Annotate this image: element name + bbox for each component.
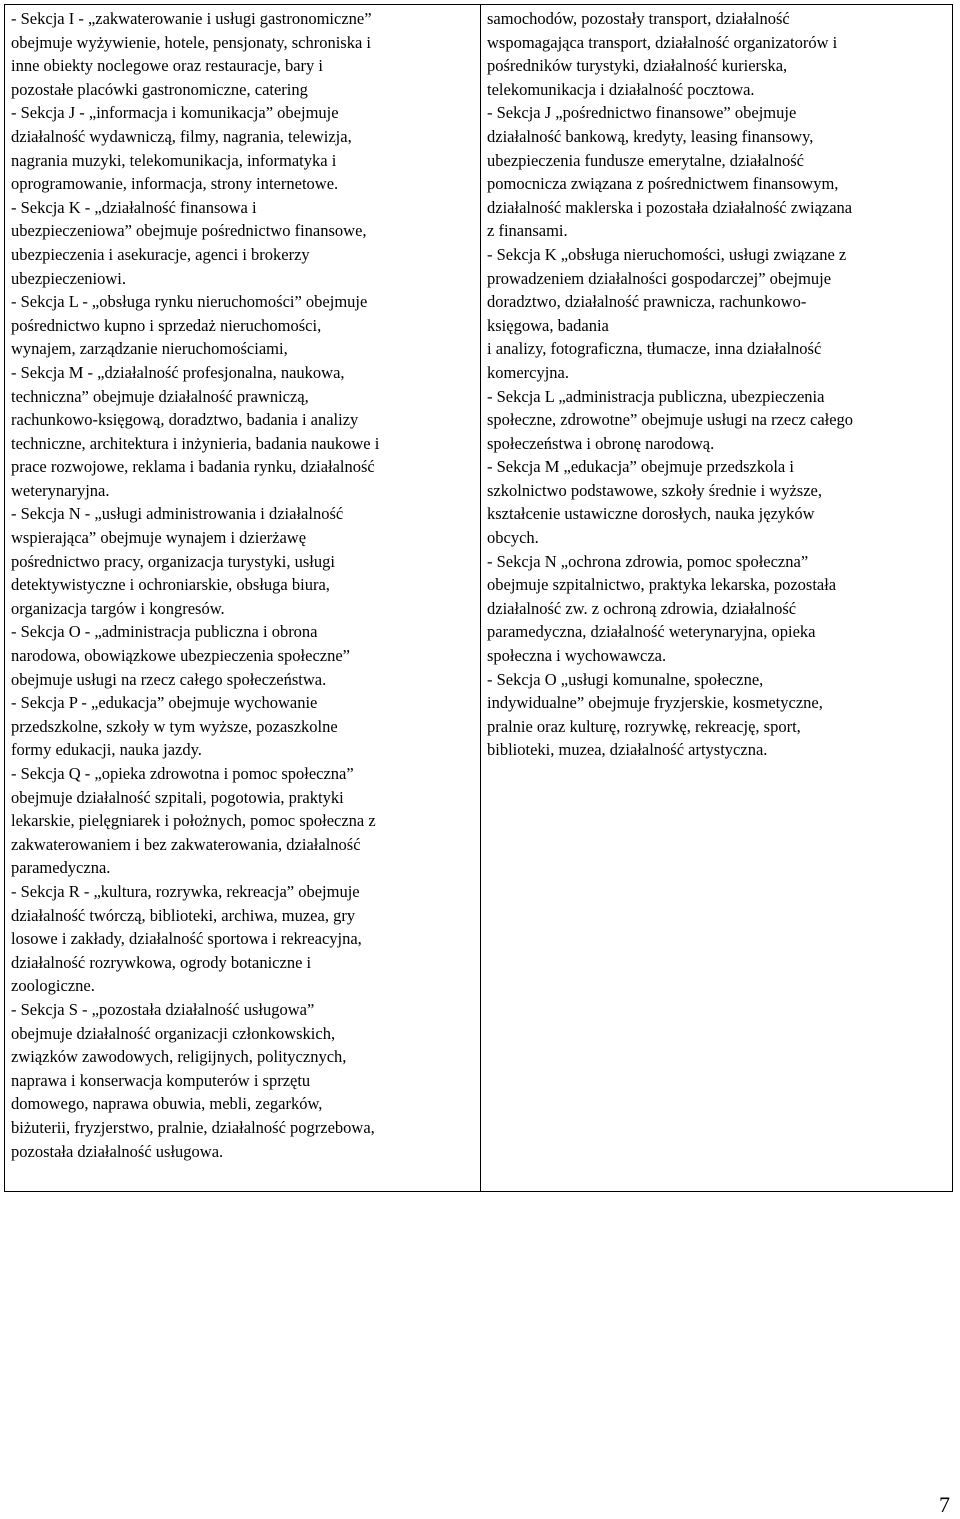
comparison-table — [4, 4, 953, 1192]
left-text-line: naprawa i konserwacja komputerów i sprzętu — [11, 1070, 311, 1090]
right-text-line: - Sekcja J „pośrednictwo finansowe” obejmuje — [487, 103, 797, 123]
left-text-line: - Sekcja Q - „opieka zdrowotna i pomoc społeczna” — [11, 764, 354, 783]
left-text-line: detektywistyczne i ochroniarskie, obsługa biura, — [11, 575, 330, 595]
left-text-line: prace rozwojowe, reklama i badania rynku, działalność — [11, 457, 375, 477]
left-text-line: obejmuje usługi na rzecz całego społeczeństwa. — [11, 669, 327, 689]
left-text-line: - Sekcja N - „usługi administrowania i działalność — [11, 504, 344, 524]
left-text-line: przedszkolne, szkoły w tym wyższe, pozaszkolne — [11, 716, 338, 736]
left-text-line: - Sekcja P - „edukacja” obejmuje wychowanie — [11, 693, 318, 713]
left-text-line: pośrednictwo kupno i sprzedaż nieruchomości, — [11, 315, 322, 335]
left-text-line: formy edukacji, nauka jazdy. — [11, 740, 202, 760]
right-text-line: - Sekcja K „obsługa nieruchomości, usługi związane z — [487, 244, 847, 264]
left-text-line: weterynaryjna. — [11, 480, 110, 500]
left-text-line: techniczne, architektura i inżynieria, badania naukowe i — [11, 433, 380, 453]
left-text-line: - Sekcja O - „administracja publiczna i obrona — [11, 622, 318, 642]
right-text-line: i analizy, fotograficzna, tłumacze, inna działalność — [487, 339, 822, 359]
right-text-line: prowadzeniem działalności gospodarczej” obejmuje — [487, 268, 832, 288]
left-text-line: działalność rozrywkowa, ogrody botaniczne i — [11, 952, 312, 972]
left-text-line: - Sekcja R - „kultura, rozrywka, rekreacja” obejmuje — [11, 881, 360, 901]
left-text-line: domowego, naprawa obuwia, mebli, zegarków, — [11, 1094, 323, 1114]
right-text-line: działalność zw. z ochroną zdrowia, działalność — [487, 598, 797, 618]
right-text-line: doradztwo, działalność prawnicza, rachunkowo- — [487, 292, 807, 312]
right-text-line: obcych. — [487, 528, 539, 548]
left-text-line: - Sekcja J - „informacja i komunikacja” obejmuje — [11, 103, 339, 123]
left-text-line: biżuterii, fryzjerstwo, pralnie, działalność pogrzebowa, — [11, 1117, 375, 1137]
left-text-line: - Sekcja S - „pozostała działalność usługowa” — [11, 999, 315, 1019]
left-text-line: obejmuje działalność organizacji członkowskich, — [11, 1023, 336, 1043]
left-text-line: zoologiczne. — [11, 976, 95, 996]
right-text-line: pralnie oraz kulturę, rozrywkę, rekreację, sport, — [487, 716, 801, 736]
right-text-line: - Sekcja M „edukacja” obejmuje przedszkola i — [487, 457, 794, 477]
left-text-line: wynajem, zarządzanie nieruchomościami, — [11, 339, 288, 359]
right-text-line: wspomagająca transport, działalność organizatorów i — [487, 32, 838, 52]
left-text-line: zakwaterowaniem i bez zakwaterowania, działalność — [11, 834, 361, 854]
left-text-line: związków zawodowych, religijnych, politycznych, — [11, 1047, 347, 1067]
right-text-line: indywidualne” obejmuje fryzjerskie, kosmetyczne, — [487, 693, 823, 713]
right-text-line: pomocnicza związana z pośrednictwem finansowym, — [487, 174, 839, 194]
left-text-line: - Sekcja K - „działalność finansowa i — [11, 197, 257, 217]
left-text-line: pozostała działalność usługowa. — [11, 1141, 224, 1161]
left-column — [5, 5, 481, 1191]
left-text-line: - Sekcja L - „obsługa rynku nieruchomości” obejmuje — [11, 292, 368, 312]
right-text-line: obejmuje szpitalnictwo, praktyka lekarska, pozostała — [487, 575, 837, 595]
right-text-line: działalność maklerska i pozostała działalność związana — [487, 197, 853, 217]
right-text-line: pośredników turystyki, działalność kurierska, — [487, 56, 788, 76]
right-text-line: - Sekcja N „ochrona zdrowia, pomoc społeczna” — [487, 551, 809, 571]
left-text-line: obejmuje działalność szpitali, pogotowia, praktyki — [11, 787, 344, 807]
left-text-line: działalność twórczą, biblioteki, archiwa, muzea, gry — [11, 905, 356, 925]
left-text-line: rachunkowo-księgową, doradztwo, badania i analizy — [11, 410, 359, 430]
left-text-line: losowe i zakłady, działalność sportowa i rekreacyjna, — [11, 929, 362, 949]
left-text-line: wspierająca” obejmuje wynajem i dzierżawę — [11, 528, 307, 548]
right-text-line: komercyjna. — [487, 362, 570, 382]
left-text-line: ubezpieczeniowi. — [11, 268, 126, 288]
left-text-line: inne obiekty noclegowe oraz restauracje, bary i — [11, 56, 323, 76]
left-text-line: pozostałe placówki gastronomiczne, catering — [11, 79, 308, 99]
left-text-line: paramedyczna. — [11, 858, 111, 878]
right-text-line: księgowa, badania — [487, 315, 609, 335]
right-text-line: kształcenie ustawiczne dorosłych, nauka języków — [487, 504, 815, 524]
right-text-line: ubezpieczenia fundusze emerytalne, działalność — [487, 150, 805, 170]
right-text-line: telekomunikacja i działalność pocztowa. — [487, 79, 755, 99]
left-text-line: oprogramowanie, informacja, strony internetowe. — [11, 174, 339, 194]
left-text-line: nagrania muzyki, telekomunikacja, informatyka i — [11, 150, 337, 170]
right-text-line: - Sekcja O „usługi komunalne, społeczne, — [487, 669, 764, 689]
right-text-line: - Sekcja L „administracja publiczna, ubezpieczenia — [487, 386, 825, 406]
right-text-line: z finansami. — [487, 221, 568, 241]
right-text-line: samochodów, pozostały transport, działalność — [487, 9, 790, 28]
right-text-line: paramedyczna, działalność weterynaryjna, opieka — [487, 622, 816, 642]
left-text-line: pośrednictwo pracy, organizacja turystyki, usługi — [11, 551, 335, 571]
right-text-line: społeczna i wychowawcza. — [487, 646, 667, 666]
right-text-line: społeczne, zdrowotne” obejmuje usługi na rzecz całego — [487, 410, 854, 430]
page-number: 7 — [939, 1492, 950, 1517]
left-text-line: - Sekcja M - „działalność profesjonalna, naukowa, — [11, 362, 345, 382]
left-text-line: obejmuje wyżywienie, hotele, pensjonaty, schroniska i — [11, 32, 372, 52]
right-column — [481, 5, 952, 1191]
left-text-line: działalność wydawniczą, filmy, nagrania, telewizja, — [11, 126, 352, 146]
left-text-line: narodowa, obowiązkowe ubezpieczenia społeczne” — [11, 646, 350, 666]
left-text-line: ubezpieczenia i asekuracje, agenci i brokerzy — [11, 244, 310, 264]
right-text-line: szkolnictwo podstawowe, szkoły średnie i wyższe, — [487, 480, 822, 500]
left-text-line: lekarskie, pielęgniarek i położnych, pomoc społeczna z — [11, 811, 376, 831]
right-text-line: biblioteki, muzea, działalność artystyczna. — [487, 740, 768, 760]
left-text-line: techniczna” obejmuje działalność prawniczą, — [11, 386, 309, 406]
left-text-line: - Sekcja I - „zakwaterowanie i usługi gastronomiczne” — [11, 9, 372, 28]
right-text-line: społeczeństwa i obronę narodową. — [487, 433, 715, 453]
left-text-line: ubezpieczeniowa” obejmuje pośrednictwo finansowe, — [11, 221, 367, 241]
right-text-line: działalność bankową, kredyty, leasing finansowy, — [487, 126, 814, 146]
left-text-line: organizacja targów i kongresów. — [11, 598, 225, 618]
